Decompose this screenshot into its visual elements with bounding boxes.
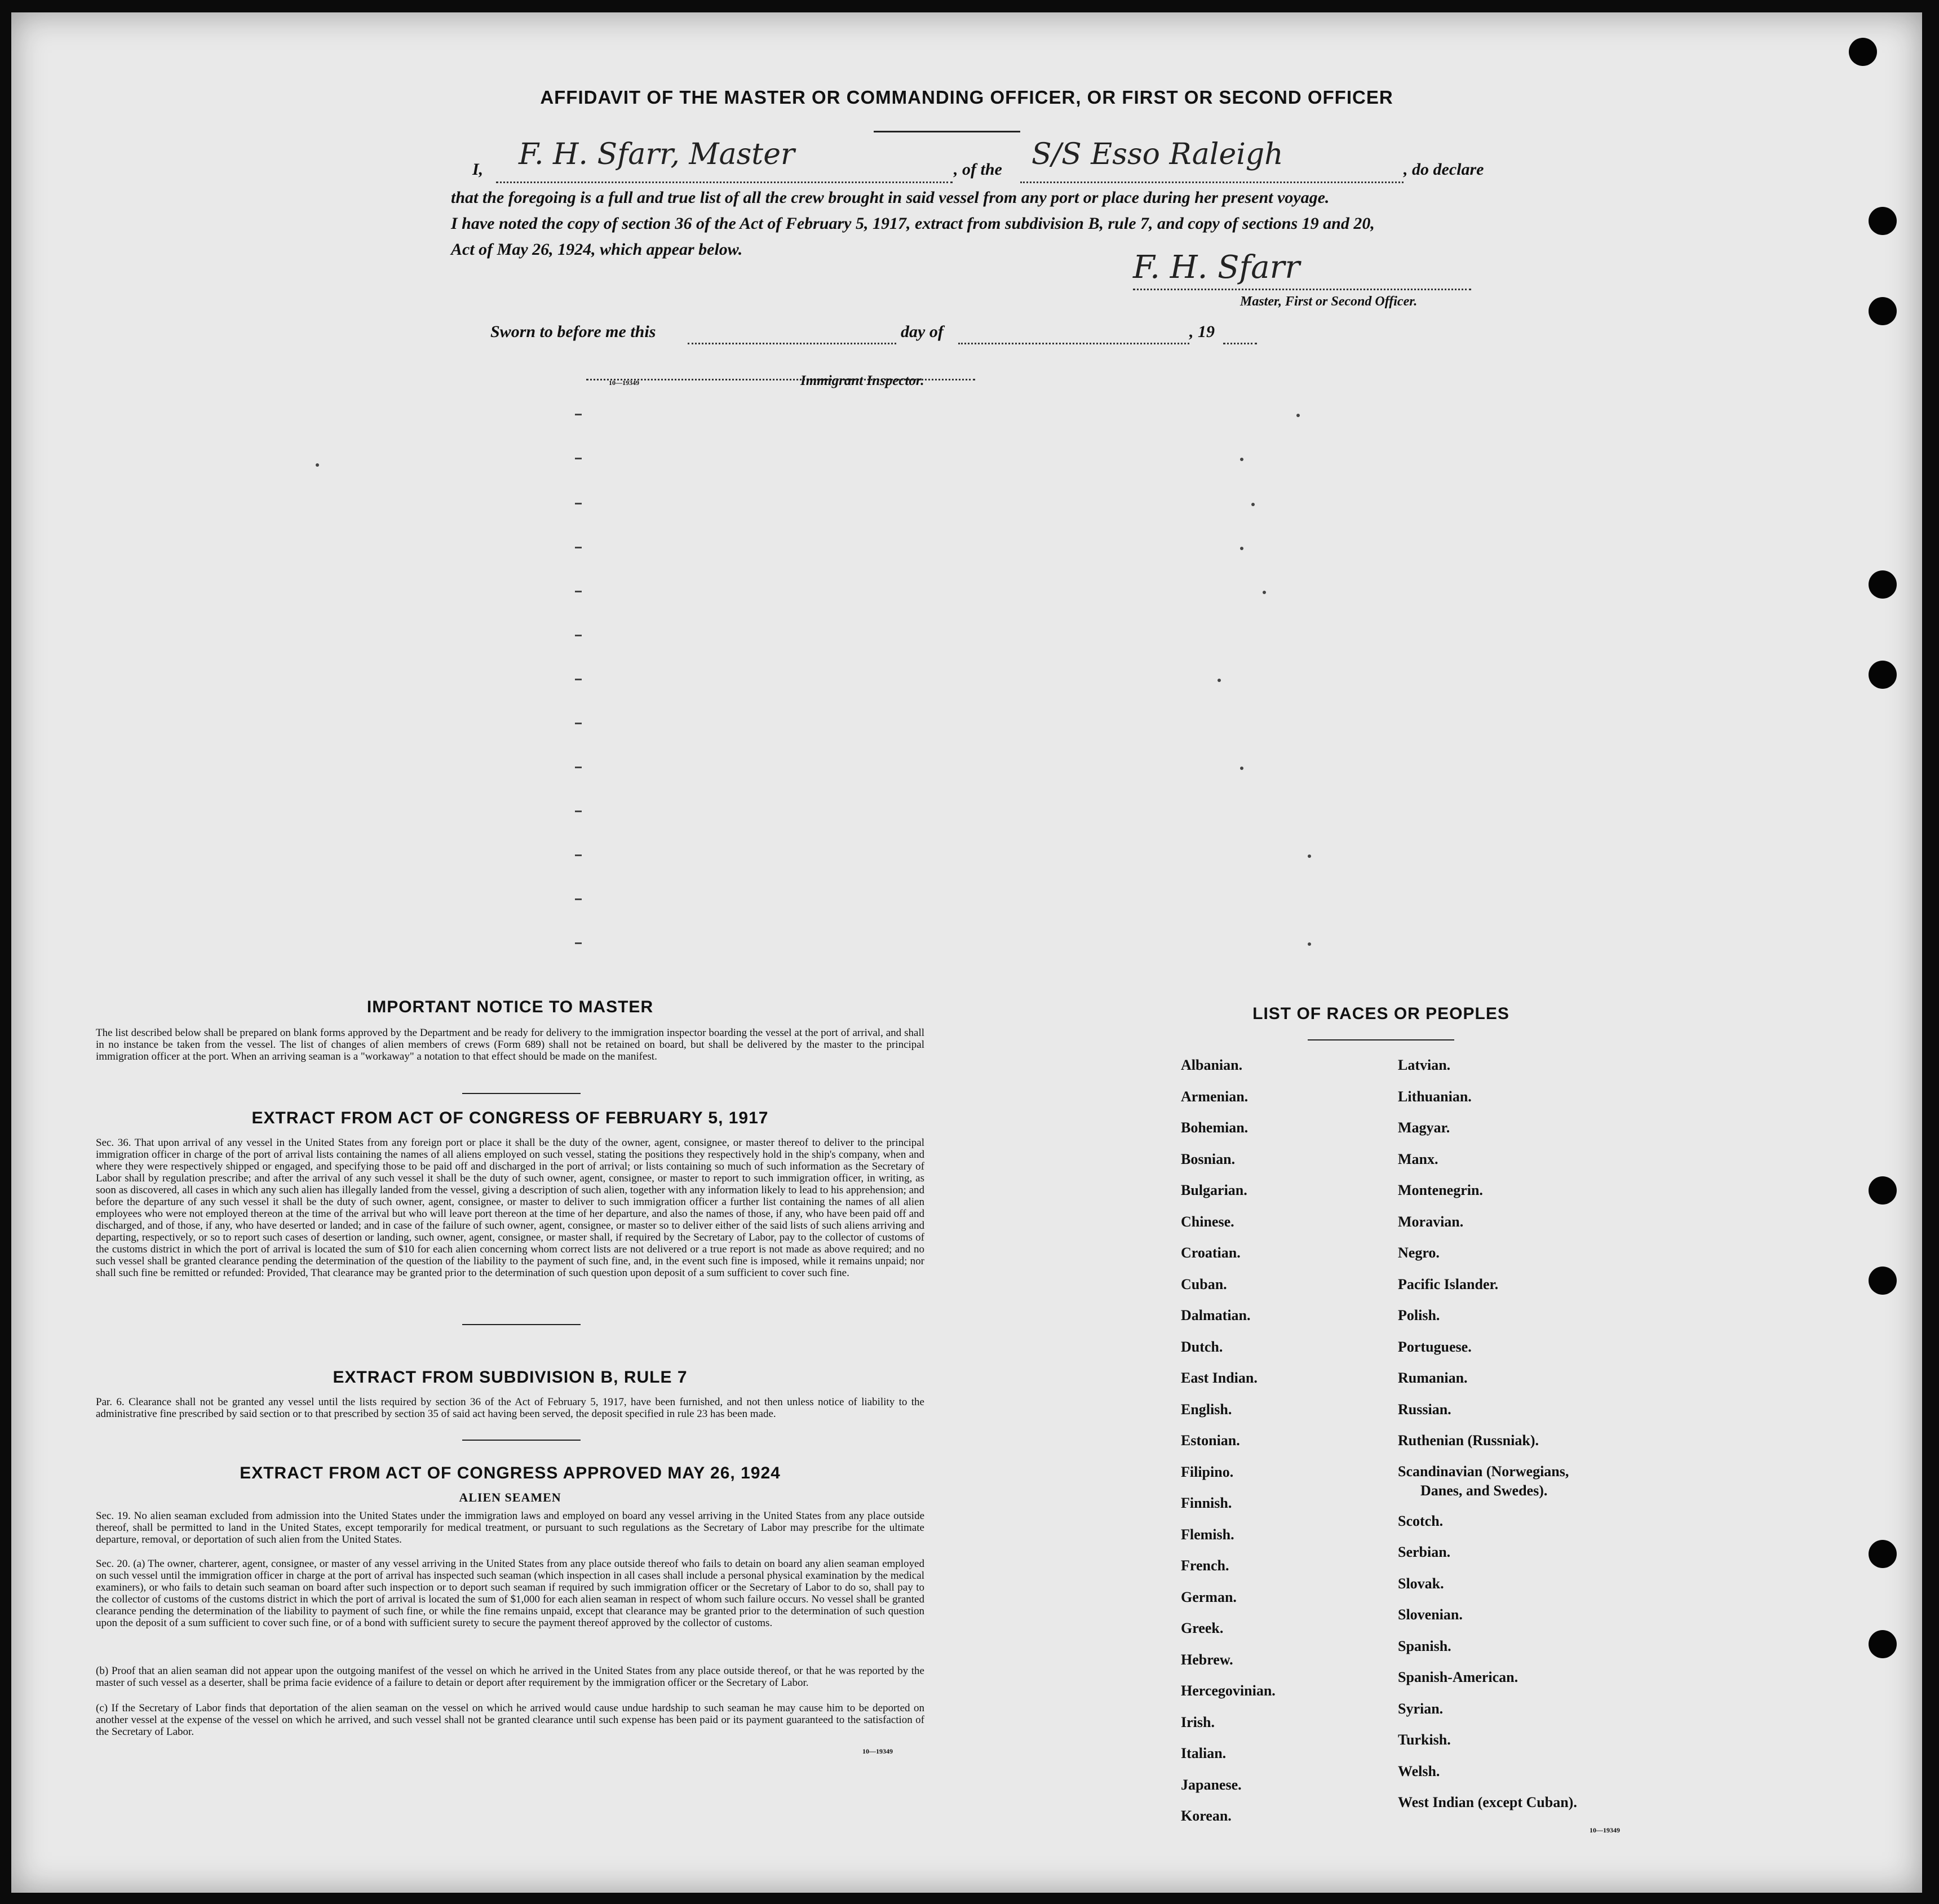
punch-hole: [1869, 1267, 1897, 1295]
sworn-label: Sworn to before me this: [490, 322, 656, 341]
race-item: East Indian.: [1181, 1370, 1258, 1386]
punch-hole: [1869, 570, 1897, 599]
race-item: Turkish.: [1398, 1732, 1451, 1748]
signature-line: [1133, 266, 1471, 290]
race-item: Bulgarian.: [1181, 1182, 1247, 1198]
race-item: Filipino.: [1181, 1463, 1234, 1480]
race-item: Dutch.: [1181, 1338, 1223, 1355]
rule7-heading: EXTRACT FROM SUBDIVISION B, RULE 7: [333, 1368, 688, 1387]
punch-hole: [1869, 1176, 1897, 1205]
race-item: Hercegovinian.: [1181, 1682, 1276, 1699]
blank-mark: [1308, 942, 1311, 946]
form-number-bottom-right: 10—19349: [1590, 1826, 1620, 1834]
race-item: Syrian.: [1398, 1700, 1444, 1717]
signature-handwritten: F. H. Sfarr: [1133, 249, 1300, 286]
race-item: English.: [1181, 1401, 1232, 1418]
affidavit-line3: I have noted the copy of section 36 of the Act of February 5, 1917, extract from subdivision B, rule 7, and copy of sections 19 and 20,: [451, 214, 1375, 233]
form-number-top: 10—19349: [609, 379, 639, 387]
inspector-label: Immigrant Inspector.: [800, 373, 924, 388]
blank-mark: [1263, 591, 1266, 594]
alien-seamen-subheading: ALIEN SEAMEN: [459, 1490, 561, 1504]
blank-mark: [575, 679, 582, 680]
punch-hole: [1869, 1630, 1897, 1658]
race-item: Serbian.: [1398, 1544, 1451, 1560]
extract-1924-heading: EXTRACT FROM ACT OF CONGRESS APPROVED MAY 26, 1924: [240, 1464, 781, 1482]
race-item: Danes, and Swedes).: [1420, 1482, 1548, 1499]
race-item: Russian.: [1398, 1401, 1451, 1418]
blank-mark: [575, 591, 582, 592]
race-item: Croatian.: [1181, 1245, 1241, 1261]
race-item: Dalmatian.: [1181, 1307, 1251, 1323]
extract-1917-text: Sec. 36. That upon arrival of any vessel in the United States from any foreign port or place it shall be the duty of the owner, agent, consignee, or master thereof to deliver to the principal immigration officer in charge of the port of arrival lists containing the names of all aliens employed on such vessel, stating the positions they respectively hold in the ship's company, when and where they were respectively shipped or engaged, and specifying those to be paid off and discharged in the port of arrival; or lists containing so much of such information as the Secretary of Labor shall by regulation prescribe; and after the arrival of any such vessel it shall be the duty of such owner, agent, consignee, or master to report to such immigration officer, in writing, as soon as discovered, all cases in which any such alien has illegally landed from the vessel, giving a description of such alien, together with any information likely to lead to his apprehension; and before the departure of any such vessel it shall be the duty of such owner, agent, consignee, or master to deliver to such immigration officer a further list containing the names of all alien employees who were not employed thereon at the time of the arrival but who will leave port thereon at the time of her departure, and also the names of those, if any, who have been paid off and discharged, and of those, if any, who have deserted or landed; and in case of the failure of such owner, agent, consignee, or master so to deliver either of the said lists of such aliens arriving and departing, respectively, or so to report such cases of desertion or landing, such owner, agent, consignee, or master shall, if required by the Secretary of Labor, pay to the collector of customs of the customs district in which the port of arrival is located the sum of $10 for each alien concerning whom correct lists are not delivered or a true report is not made as above required; and no such vessel shall be granted clearance pending the determination of the question of the liability to the payment of such fine, and, in the event such fine is imposed, while it remains unpaid; nor shall such fine be remitted or refunded: Provided, That clearance may be granted prior to the determination of such question upon deposit of a sum sufficient to cover such fine.: [96, 1137, 924, 1279]
blank-mark: [575, 547, 582, 548]
sworn-day-field: [688, 322, 896, 344]
notice-text: The list described below shall be prepared on blank forms approved by the Department and be ready for delivery to the immigration inspector boarding the vessel at the port of arrival, and shall in no instance be taken from the vessel. The list of changes of alien members of crews (Form 689) shall not be retained on board, but shall be delivered by the master to the principal immigration officer at the port. When an arriving seaman is a "workaway" a notation to that effect should be made on the manifest.: [96, 1027, 924, 1062]
race-item: Pacific Islander.: [1398, 1276, 1499, 1292]
sworn-year-field: [1223, 322, 1257, 344]
race-item: Spanish.: [1398, 1637, 1451, 1654]
race-item: Scandinavian (Norwegians,: [1398, 1463, 1569, 1480]
races-column-2: [1398, 1050, 1577, 1818]
sworn-month-field: [958, 322, 1189, 344]
blank-mark: [1240, 547, 1243, 550]
race-item: Magyar.: [1398, 1119, 1450, 1136]
blank-mark: [575, 854, 582, 856]
race-item: Korean.: [1181, 1808, 1232, 1824]
race-item: Flemish.: [1181, 1526, 1234, 1543]
extract-1917-divider: [462, 1324, 581, 1325]
blank-mark: [575, 723, 582, 724]
race-item: West Indian (except Cuban).: [1398, 1794, 1577, 1810]
affidavit-line2: that the foregoing is a full and true list of all the crew brought in said vessel from any port or place during her present voyage.: [451, 188, 1330, 207]
blank-mark: [1240, 458, 1243, 461]
day-of-label: day of: [901, 322, 944, 341]
blank-mark: [575, 414, 582, 415]
sec20b-text: (b) Proof that an alien seaman did not appear upon the outgoing manifest of the vessel on which he arrived in the United States from any place outside thereof, or that he was reported by the master of such vessel as a deserter, shall be prima facie evidence of a failure to detain or deport after requirement by the immigration officer or the Secretary of Labor.: [96, 1665, 924, 1689]
title-divider: [874, 131, 1020, 132]
race-item: Italian.: [1181, 1745, 1227, 1761]
notice-heading: IMPORTANT NOTICE TO MASTER: [366, 998, 654, 1016]
race-item: Manx.: [1398, 1150, 1438, 1167]
race-item: French.: [1181, 1557, 1229, 1574]
race-item: Cuban.: [1181, 1276, 1227, 1292]
race-item: Latvian.: [1398, 1057, 1451, 1073]
race-item: Estonian.: [1181, 1432, 1240, 1449]
affidavit-line1-of-the: , of the: [954, 160, 1002, 179]
race-item: Portuguese.: [1398, 1338, 1472, 1355]
punch-hole: [1869, 661, 1897, 689]
race-item: Slovak.: [1398, 1575, 1444, 1592]
punch-hole: [1869, 207, 1897, 235]
race-item: Greek.: [1181, 1620, 1224, 1636]
blank-mark: [316, 463, 319, 467]
race-item: Ruthenian (Russniak).: [1398, 1432, 1539, 1449]
races-heading: LIST OF RACES OR PEOPLES: [1252, 1004, 1509, 1023]
vessel-name-handwritten: S/S Esso Raleigh: [1032, 138, 1283, 171]
race-item: Moravian.: [1398, 1213, 1464, 1230]
race-item: Irish.: [1181, 1713, 1215, 1730]
affidavit-line1-declare: , do declare: [1404, 160, 1484, 179]
punch-hole: [1869, 1540, 1897, 1568]
race-item: Hebrew.: [1181, 1651, 1233, 1668]
blank-mark: [1308, 854, 1311, 858]
race-item: Rumanian.: [1398, 1370, 1468, 1386]
blank-mark: [575, 503, 582, 504]
sec19-text: Sec. 19. No alien seaman excluded from admission into the United States under the immigration laws and employed on board any vessel arriving in the United States from any place outside thereof, shall be permitted to land in the United States, except temporarily for medical treatment, or pursuant to such regulations as the Secretary of Labor may prescribe for the ultimate departure, removal, or deportation of such alien from the United States.: [96, 1510, 924, 1546]
race-item: Albanian.: [1181, 1057, 1243, 1073]
master-name-handwritten: F. H. Sfarr, Master: [519, 138, 795, 171]
race-item: Slovenian.: [1398, 1606, 1463, 1623]
punch-hole: [1849, 38, 1877, 66]
notice-divider: [462, 1093, 581, 1094]
race-item: Bohemian.: [1181, 1119, 1249, 1136]
race-item: German.: [1181, 1588, 1237, 1605]
rule7-divider: [462, 1440, 581, 1441]
blank-mark: [575, 942, 582, 944]
race-item: Bosnian.: [1181, 1150, 1236, 1167]
form-page: [11, 12, 1922, 1893]
race-item: Japanese.: [1181, 1776, 1242, 1793]
races-divider: [1308, 1039, 1454, 1040]
affidavit-line4: Act of May 26, 1924, which appear below.: [451, 240, 743, 259]
punch-hole: [1869, 297, 1897, 325]
sec20c-text: (c) If the Secretary of Labor finds that deportation of the alien seaman on the vessel on which he arrived would cause undue hardship to such seaman he may cause him to be deported on another vessel at the expense of the vessel on which he arrived, and such vessel shall not be granted clearance until such expense has been paid or its payment guaranteed to the satisfaction of the Secretary of Labor.: [96, 1702, 924, 1738]
race-item: Armenian.: [1181, 1088, 1249, 1105]
blank-mark: [575, 458, 582, 459]
affidavit-title: AFFIDAVIT OF THE MASTER OR COMMANDING OFFICER, OR FIRST OR SECOND OFFICER: [540, 87, 1393, 108]
race-item: Lithuanian.: [1398, 1088, 1472, 1105]
sec20a-text: Sec. 20. (a) The owner, charterer, agent, consignee, or master of any vessel arriving in the United States from any place outside thereof who fails to detain on board any alien seaman employed on such vessel until the immigration officer in charge at the port of arrival has inspected such seaman (which inspection in all cases shall include a personal physical examination by the medical examiners), or who fails to detain such seaman on board after such inspection or to deport such seaman if required by such immigration officer or the Secretary of Labor to do so, shall pay to the collector of customs of the customs district in which the port of arrival is located the sum of $1,000 for each alien seaman in respect of whom such failure occurs. No vessel shall be granted clearance pending the determination of the liability to payment of such fine, or while the fine remains unpaid, except that clearance may be granted prior to the determination of such question upon the deposit of a sum sufficient to cover such fine, or of a bond with sufficient surety to secure the payment thereof approved by the collector of customs.: [96, 1558, 924, 1629]
race-item: Spanish-American.: [1398, 1669, 1519, 1685]
race-item: Finnish.: [1181, 1495, 1232, 1511]
race-item: Polish.: [1398, 1307, 1440, 1323]
signature-caption: Master, First or Second Officer.: [1240, 294, 1418, 309]
race-item: Welsh.: [1398, 1763, 1440, 1779]
race-item: Chinese.: [1181, 1213, 1234, 1230]
race-item: Montenegrin.: [1398, 1182, 1483, 1198]
races-column-1: [1181, 1050, 1276, 1832]
race-item: Scotch.: [1398, 1512, 1444, 1529]
rule7-text: Par. 6. Clearance shall not be granted any vessel until the lists required by section 36 of the Act of February 5, 1917, have been furnished, and not then unless notice of liability to the administrative fine prescribed by said section or to that prescribed by section 35 of said act having been served, the deposit specified in rule 23 has been made.: [96, 1396, 924, 1420]
extract-1917-heading: EXTRACT FROM ACT OF CONGRESS OF FEBRUARY 5, 1917: [251, 1109, 769, 1127]
race-item: Negro.: [1398, 1245, 1440, 1261]
blank-mark: [1251, 503, 1255, 506]
form-number-bottom-left: 10—19349: [862, 1747, 893, 1755]
blank-mark: [1240, 767, 1243, 770]
blank-mark: [1218, 679, 1221, 682]
blank-mark: [575, 811, 582, 812]
affidavit-line1-i: I,: [472, 160, 484, 179]
blank-mark: [575, 635, 582, 636]
blank-mark: [575, 767, 582, 768]
year-prefix: , 19: [1189, 322, 1215, 341]
blank-mark: [575, 898, 582, 900]
blank-mark: [1296, 414, 1300, 417]
